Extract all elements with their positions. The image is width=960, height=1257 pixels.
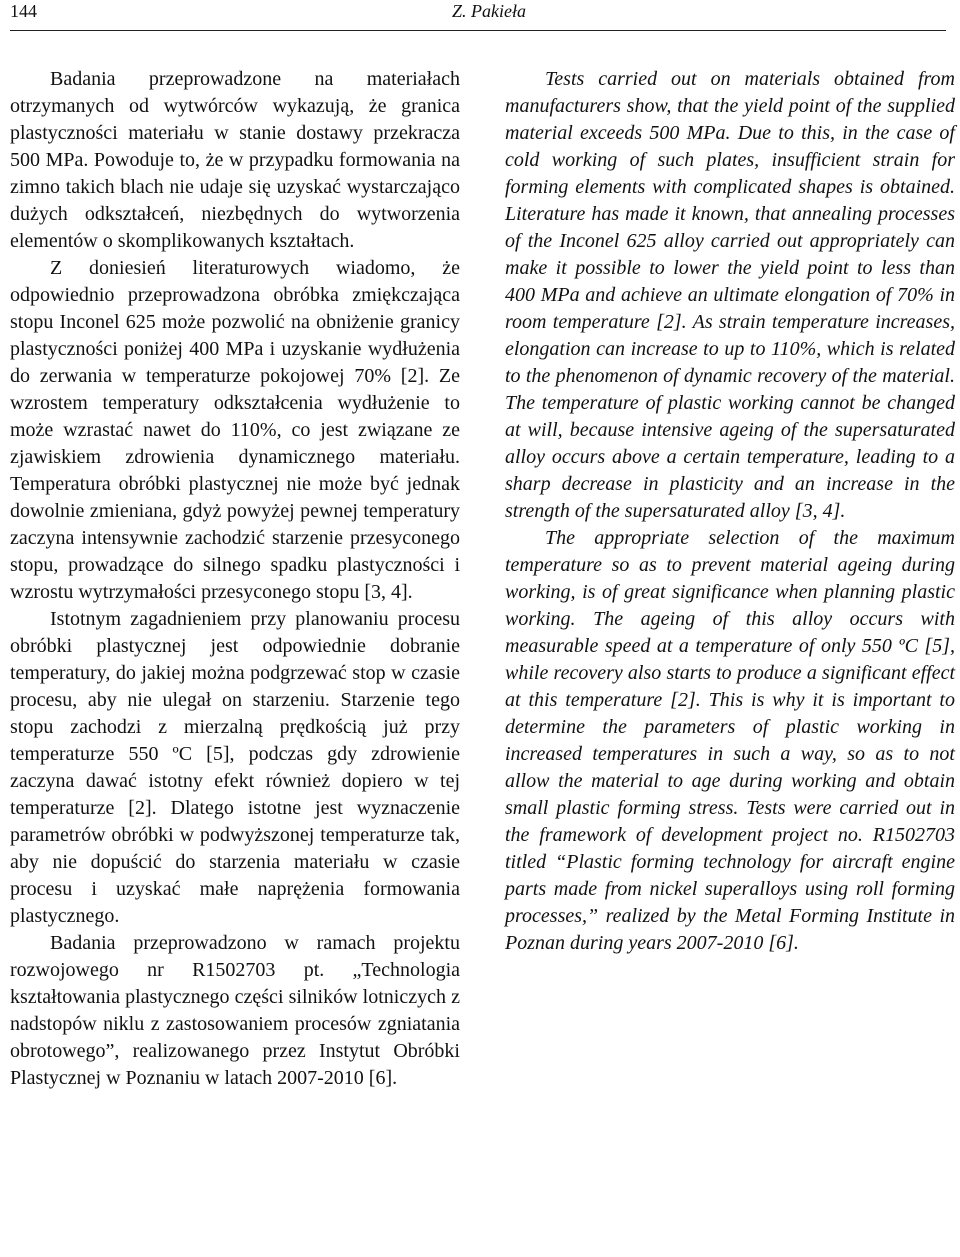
polish-paragraph-3: Istotnym zagadnieniem przy planowaniu procesu obróbki plastycznej jest odpowiednie dobranie temperatury, do jakiej można podgrzewać stop w czasie procesu, aby nie ulegał on starzeniu. Starzenie tego stopu zachodzi z mierzalną prędkością już przy temperaturze 550 ºC [5], podczas gdy zdrowienie zaczyna dawać istotny efekt również dopiero w tej temperaturze [2]. Dlatego istotne jest wyznaczenie parametrów obróbki w podwyższonej temperaturze tak, aby nie dopuścić do starzenia materiału w czasie procesu i uzyskać małe naprężenia formowania plastycznego. [10,608,460,927]
polish-paragraph-2: Z doniesień literaturowych wiadomo, że odpowiednio przeprowadzona obróbka zmiękczająca stopu Inconel 625 może pozwolić na obniżenie granicy plastyczności poniżej 400 MPa i uzyskanie wydłużenia do zerwania w temperaturze pokojowej 70% [2]. Ze wzrostem temperatury odkształcenia wydłużenie to może wzrastać nawet do 110%, co jest związane ze zjawiskiem zdrowienia dynamicznego materiału. Temperatura obróbki plastycznej nie może być jednak dowolnie zmieniana, gdyż powyżej pewnej temperatury zaczyna intensywnie zachodzić starzenie przesyconego stopu, prowadzące do silnego spadku plastyczności i wzrostu wytrzymałości przesyconego stopu [3, 4]. [10,257,460,603]
polish-paragraph-1: Badania przeprowadzone na materiałach otrzymanych od wytwórców wykazują, że granica plastyczności materiału w stanie dostawy przekracza 500 MPa. Powoduje to, że w przypadku formowania na zimno takich blach nie udaje się uzyskać wystarczająco dużych odkształceń, niezbędnych do wytworzenia elementów o skomplikowanych kształtach. [10,68,460,252]
running-head-author: Z. Pakieła [452,1,526,21]
english-paragraph-1: Tests carried out on materials obtained from manufacturers show, that the yield point of the supplied material exceeds 500 MPa. Due to this, in the case of cold working of such plates, insufficient strain for forming elements with complicated shapes is obtained. Literature has made it known, that annealing processes of the Inconel 625 alloy carried out appropriately can make it possible to lower the yield point to less than 400 MPa and achieve an ultimate elongation of 70% in room temperature [2]. As strain temperature increases, elongation can increase to up to 110%, which is related to the phenomenon of dynamic recovery of the material. The temperature of plastic working cannot be changed at will, because intensive ageing of the supersaturated alloy occurs above a certain temperature, leading to a sharp decrease in plasticity and an increase in the strength of the supersaturated alloy [3, 4]. [505,68,955,522]
polish-paragraph-4: Badania przeprowadzono w ramach projektu rozwojowego nr R1502703 pt. „Technologia kształtowania plastycznego części silników lotniczych z nadstopów niklu z zastosowaniem procesów zgniatania obrotowego”, realizowanego przez Instytut Obróbki Plastycznej w Poznaniu w latach 2007-2010 [6]. [10,932,460,1089]
polish-column [10,66,460,1092]
english-column [505,66,955,957]
page-number: 144 [10,1,37,21]
english-paragraph-2: The appropriate selection of the maximum temperature so as to prevent material ageing during working, is of great significance when planning plastic working. The ageing of this alloy occurs with measurable speed at a temperature of only 550 ºC [5], while recovery also starts to produce a significant effect at this temperature [2]. This is why it is important to determine the parameters of plastic working in increased temperatures in such a way, so as to not allow the material to age during working and obtain small plastic forming stress. Tests were carried out in the framework of development project no. R1502703 titled “Plastic forming technology for aircraft engine parts made from nickel superalloys using roll forming processes,” realized by the Metal Forming Institute in Poznan during years 2007-2010 [6]. [505,527,955,954]
page-header [10,0,946,31]
